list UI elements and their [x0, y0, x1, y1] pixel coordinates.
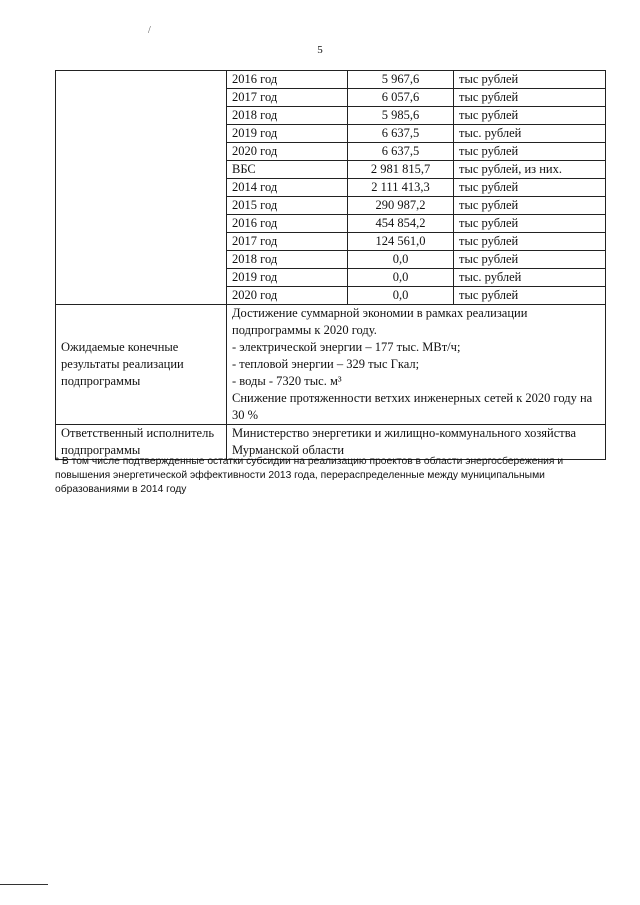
subprogram-passport-table — [55, 70, 606, 460]
funding-amount: 5 985,6 — [348, 107, 454, 125]
funding-unit: тыс рублей — [454, 71, 606, 89]
funding-breakdown-row — [227, 161, 605, 179]
funding-year: 2020 год — [227, 287, 348, 305]
results-line: Снижение протяженности ветхих инженерных сетей к 2020 году на 30 % — [232, 391, 593, 422]
funding-unit: тыс рублей — [454, 251, 606, 269]
funding-year: 2017 год — [227, 233, 348, 251]
results-line: - воды - 7320 тыс. м³ — [232, 374, 342, 388]
executor-label: Ответственный исполнитель подпрограммы — [56, 425, 227, 460]
funding-year: 2014 год — [227, 179, 348, 197]
funding-unit: тыс рублей — [454, 107, 606, 125]
funding-year: 2020 год — [227, 143, 348, 161]
executor-value: Министерство энергетики и жилищно-коммунального хозяйства Мурманской области — [227, 425, 606, 460]
funding-breakdown-row — [227, 71, 605, 89]
results-line: - электрической энергии – 177 тыс. МВт/ч; — [232, 340, 461, 354]
funding-amount: 6 637,5 — [348, 143, 454, 161]
funding-unit: тыс рублей — [454, 197, 606, 215]
funding-breakdown-row — [227, 125, 605, 143]
funding-amount: 6 057,6 — [348, 89, 454, 107]
funding-unit: тыс. рублей — [454, 269, 606, 287]
funding-year: 2018 год — [227, 251, 348, 269]
results-label: Ожидаемые конечные результаты реализации подпрограммы — [56, 305, 227, 425]
funding-year: 2017 год — [227, 89, 348, 107]
funding-breakdown-table — [227, 71, 605, 304]
funding-amount: 0,0 — [348, 287, 454, 305]
funding-year: 2018 год — [227, 107, 348, 125]
funding-amount: 5 967,6 — [348, 71, 454, 89]
funding-unit: тыс рублей — [454, 287, 606, 305]
funding-unit: тыс рублей — [454, 143, 606, 161]
footnote: * В том числе подтвержденные остатки субсидии на реализацию проектов в области энергосбережения и повышения энергетической эффективности 2013 года, перераспределенные между муниципальными образованиями в 2014 году — [55, 456, 564, 495]
funding-amount: 454 854,2 — [348, 215, 454, 233]
funding-label-cell — [56, 71, 227, 305]
results-value — [227, 305, 606, 425]
funding-year: 2019 год — [227, 269, 348, 287]
funding-breakdown-row — [227, 89, 605, 107]
funding-amount: 6 637,5 — [348, 125, 454, 143]
page-number: 5 — [317, 44, 323, 56]
funding-year: 2016 год — [227, 71, 348, 89]
funding-amount: 0,0 — [348, 269, 454, 287]
funding-breakdown-row — [227, 251, 605, 269]
funding-year: 2019 год — [227, 125, 348, 143]
results-line: - тепловой энергии – 329 тыс Гкал; — [232, 357, 420, 371]
funding-row — [56, 71, 606, 305]
funding-unit: тыс рублей — [454, 233, 606, 251]
funding-breakdown-row — [227, 233, 605, 251]
funding-breakdown-row — [227, 269, 605, 287]
funding-unit: тыс рублей — [454, 89, 606, 107]
funding-amount: 290 987,2 — [348, 197, 454, 215]
funding-year: 2016 год — [227, 215, 348, 233]
funding-amount: 0,0 — [348, 251, 454, 269]
funding-breakdown-row — [227, 197, 605, 215]
funding-year: ВБС — [227, 161, 348, 179]
funding-unit: тыс. рублей — [454, 125, 606, 143]
funding-breakdown-cell — [227, 71, 606, 305]
funding-breakdown-row — [227, 215, 605, 233]
funding-breakdown-row — [227, 143, 605, 161]
results-line: Достижение суммарной экономии в рамках реализации подпрограммы к 2020 году. — [232, 306, 528, 337]
funding-year: 2015 год — [227, 197, 348, 215]
funding-amount: 124 561,0 — [348, 233, 454, 251]
scan-mark: / — [148, 25, 151, 36]
bottom-divider — [0, 884, 48, 885]
funding-breakdown-row — [227, 287, 605, 305]
funding-amount: 2 981 815,7 — [348, 161, 454, 179]
funding-unit: тыс рублей — [454, 179, 606, 197]
funding-breakdown-row — [227, 179, 605, 197]
funding-amount: 2 111 413,3 — [348, 179, 454, 197]
results-row — [56, 305, 606, 425]
funding-unit: тыс рублей, из них. — [454, 161, 606, 179]
funding-breakdown-row — [227, 107, 605, 125]
funding-unit: тыс рублей — [454, 215, 606, 233]
